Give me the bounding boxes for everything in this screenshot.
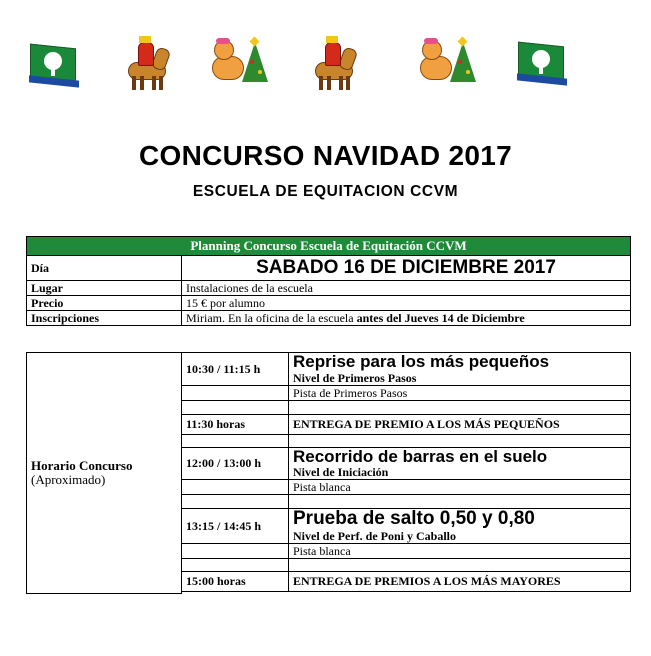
schedule-label-note: (Aproximado): [31, 471, 106, 487]
event-name: Prueba de salto 0,50 y 0,80: [289, 509, 631, 529]
table-row: [27, 281, 631, 296]
prize-text: ENTREGA DE PREMIO A LOS MÁS PEQUEÑOS: [289, 414, 631, 434]
row-label-precio: Precio: [27, 296, 182, 311]
page-title: CONCURSO NAVIDAD 2017: [139, 140, 512, 171]
schedule-table: [26, 352, 631, 594]
header-icons: [0, 0, 651, 100]
prize-time: 15:00 horas: [182, 571, 289, 591]
pony-christmas-tree-icon: [208, 38, 270, 90]
table-row: [27, 256, 631, 281]
event-place: Pista blanca: [289, 543, 631, 558]
row-label-inscripciones: Inscripciones: [27, 311, 182, 326]
prize-time: 11:30 horas: [182, 414, 289, 434]
event-place: Pista de Primeros Pasos: [289, 385, 631, 400]
event-level: Nivel de Primeros Pasos: [289, 371, 631, 386]
kings-horse-icon: [305, 36, 361, 92]
row-label-dia: Día: [27, 256, 182, 281]
planning-heading: Planning Concurso Escuela de Equitación CCVM: [27, 237, 631, 256]
table-row: [27, 296, 631, 311]
event-date: SABADO 16 DE DICIEMBRE 2017: [182, 256, 631, 281]
event-place: Pista blanca: [289, 480, 631, 495]
row-value-precio: 15 € por alumno: [182, 296, 631, 311]
kings-horse-icon: [118, 36, 174, 92]
event-name: Recorrido de barras en el suelo: [289, 447, 631, 465]
pony-christmas-tree-icon: [416, 38, 478, 90]
inscripciones-deadline: antes del Jueves 14 de Diciembre: [356, 311, 525, 325]
prize-text: ENTREGA DE PREMIOS A LOS MÁS MAYORES: [289, 571, 631, 591]
table-row: [27, 311, 631, 326]
event-time: 12:00 / 13:00 h: [182, 447, 289, 480]
table-row: [27, 353, 631, 371]
event-time: 10:30 / 11:15 h: [182, 353, 289, 386]
green-flag-icon: [26, 42, 78, 88]
schedule-label: [27, 353, 182, 594]
green-flag-icon: [514, 40, 566, 86]
event-level: Nivel de Iniciación: [289, 465, 631, 480]
event-name: Reprise para los más pequeños: [289, 353, 631, 371]
row-label-lugar: Lugar: [27, 281, 182, 296]
row-value-lugar: Instalaciones de la escuela: [182, 281, 631, 296]
page-subtitle: ESCUELA DE EQUITACION CCVM: [192, 183, 459, 200]
event-time: 13:15 / 14:45 h: [182, 509, 289, 544]
schedule-label-title: Horario Concurso: [31, 457, 133, 473]
event-level: Nivel de Perf. de Poni y Caballo: [289, 529, 631, 544]
row-value-inscripciones: [182, 311, 631, 326]
planning-table: [26, 236, 631, 326]
inscripciones-text: Miriam. En la oficina de la escuela: [186, 311, 357, 325]
